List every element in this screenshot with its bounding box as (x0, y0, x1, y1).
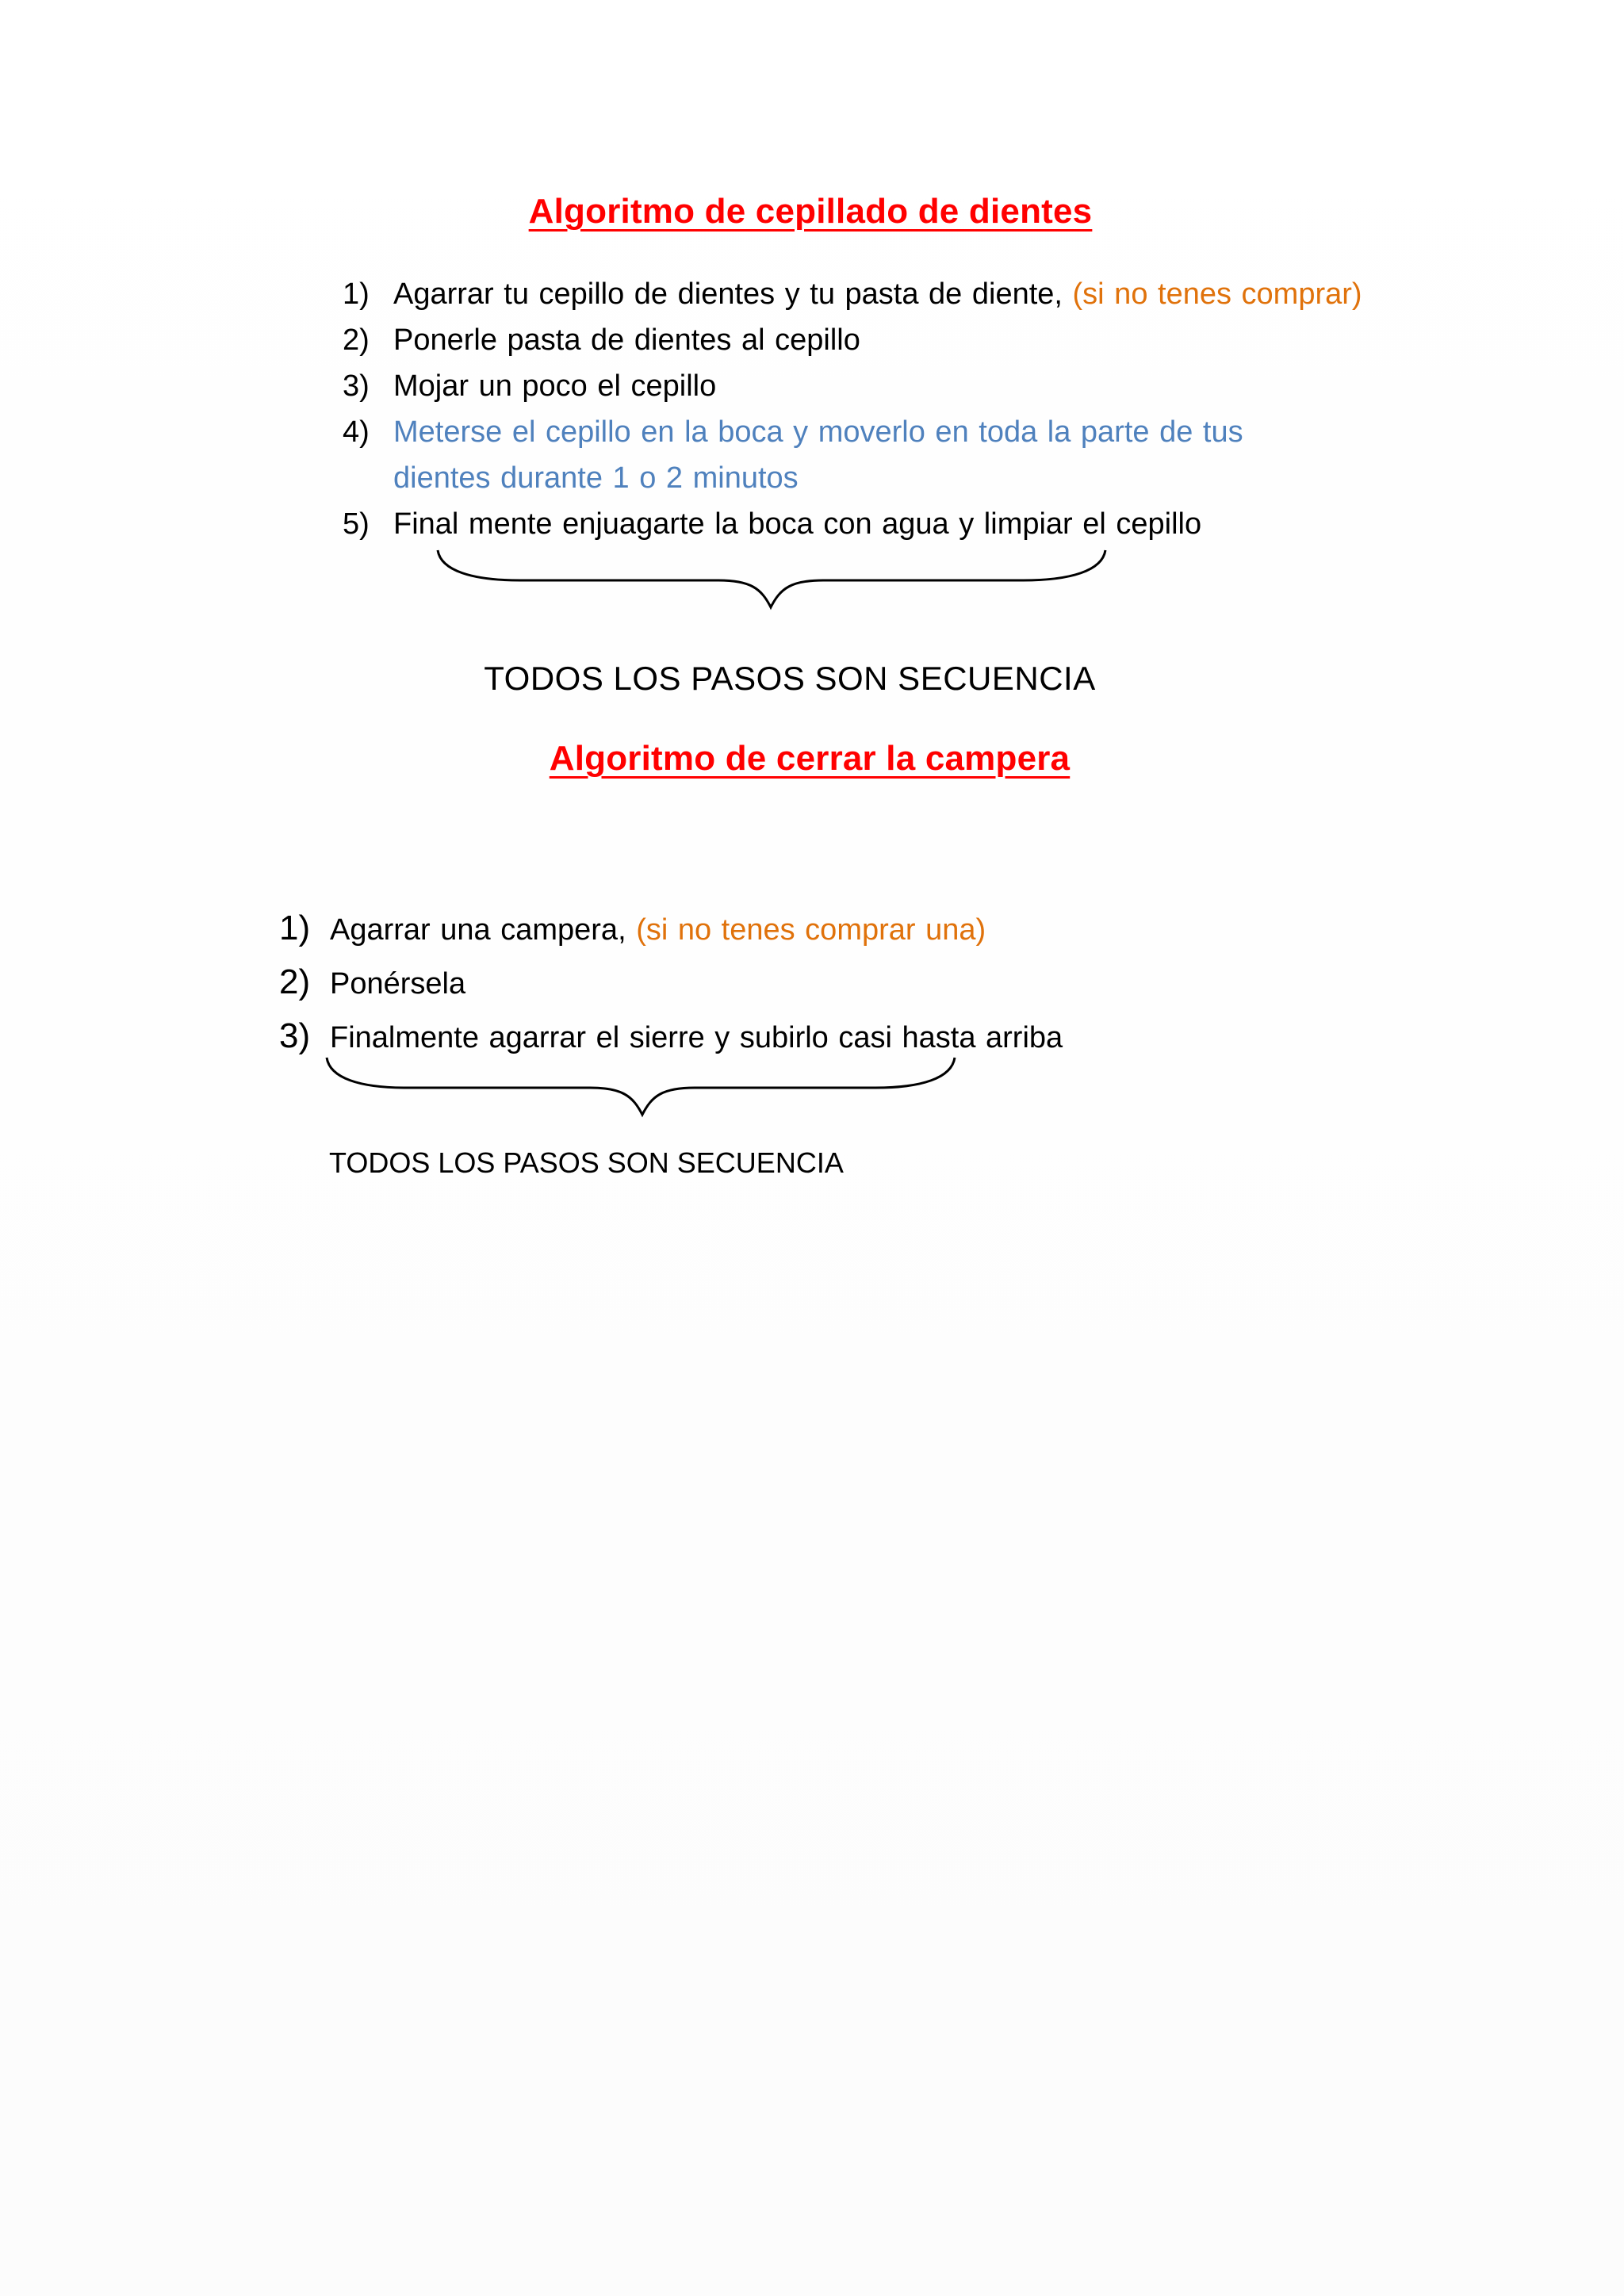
step-number: 5) (343, 507, 370, 541)
list-item (343, 501, 1373, 547)
step-text: Ponérsela (330, 967, 466, 1001)
list-item (279, 902, 1310, 956)
step-text (330, 905, 1310, 956)
list-item (343, 271, 1373, 317)
step-aside-text: (si no tenes comprar) (1072, 277, 1362, 311)
step-text (393, 271, 1373, 317)
step-number: 2) (279, 962, 311, 1001)
list-item (279, 956, 1310, 1010)
step-text: Mojar un poco el cepillo (393, 369, 717, 403)
section1-title: Algoritmo de cepillado de dientes (528, 192, 1093, 231)
list-item (343, 409, 1373, 501)
curly-brace-2 (320, 1054, 963, 1121)
list-item (343, 317, 1373, 363)
step-aside-text: (si no tenes comprar una) (636, 913, 986, 947)
section2-steps-list (279, 902, 1310, 1064)
step-number: 2) (343, 323, 370, 357)
step-text: Finalmente agarrar el sierre y subirlo casi hasta arriba (330, 1021, 1063, 1054)
step-main-text: Agarrar una campera, (330, 913, 637, 947)
curly-brace-1 (433, 547, 1110, 614)
step-number: 3) (343, 369, 370, 403)
section1-note: TODOS LOS PASOS SON SECUENCIA (484, 660, 1096, 697)
section2-note: TODOS LOS PASOS SON SECUENCIA (329, 1146, 844, 1179)
list-item (343, 363, 1373, 409)
step-number: 4) (343, 415, 370, 449)
section2-title: Algoritmo de cerrar la campera (549, 739, 1071, 778)
section1-steps-list (343, 271, 1373, 547)
step-number: 1) (279, 909, 311, 947)
step-number: 3) (279, 1016, 311, 1055)
step-main-text: Agarrar tu cepillo de dientes y tu pasta de diente, (393, 277, 1073, 311)
step-text-highlighted: Meterse el cepillo en la boca y moverlo en toda la parte de tus dientes durante 1 o 2 minutos (393, 415, 1243, 495)
step-text: Ponerle pasta de dientes al cepillo (393, 323, 860, 357)
step-text: Final mente enjuagarte la boca con agua y limpiar el cepillo (393, 507, 1202, 541)
step-number: 1) (343, 277, 370, 311)
